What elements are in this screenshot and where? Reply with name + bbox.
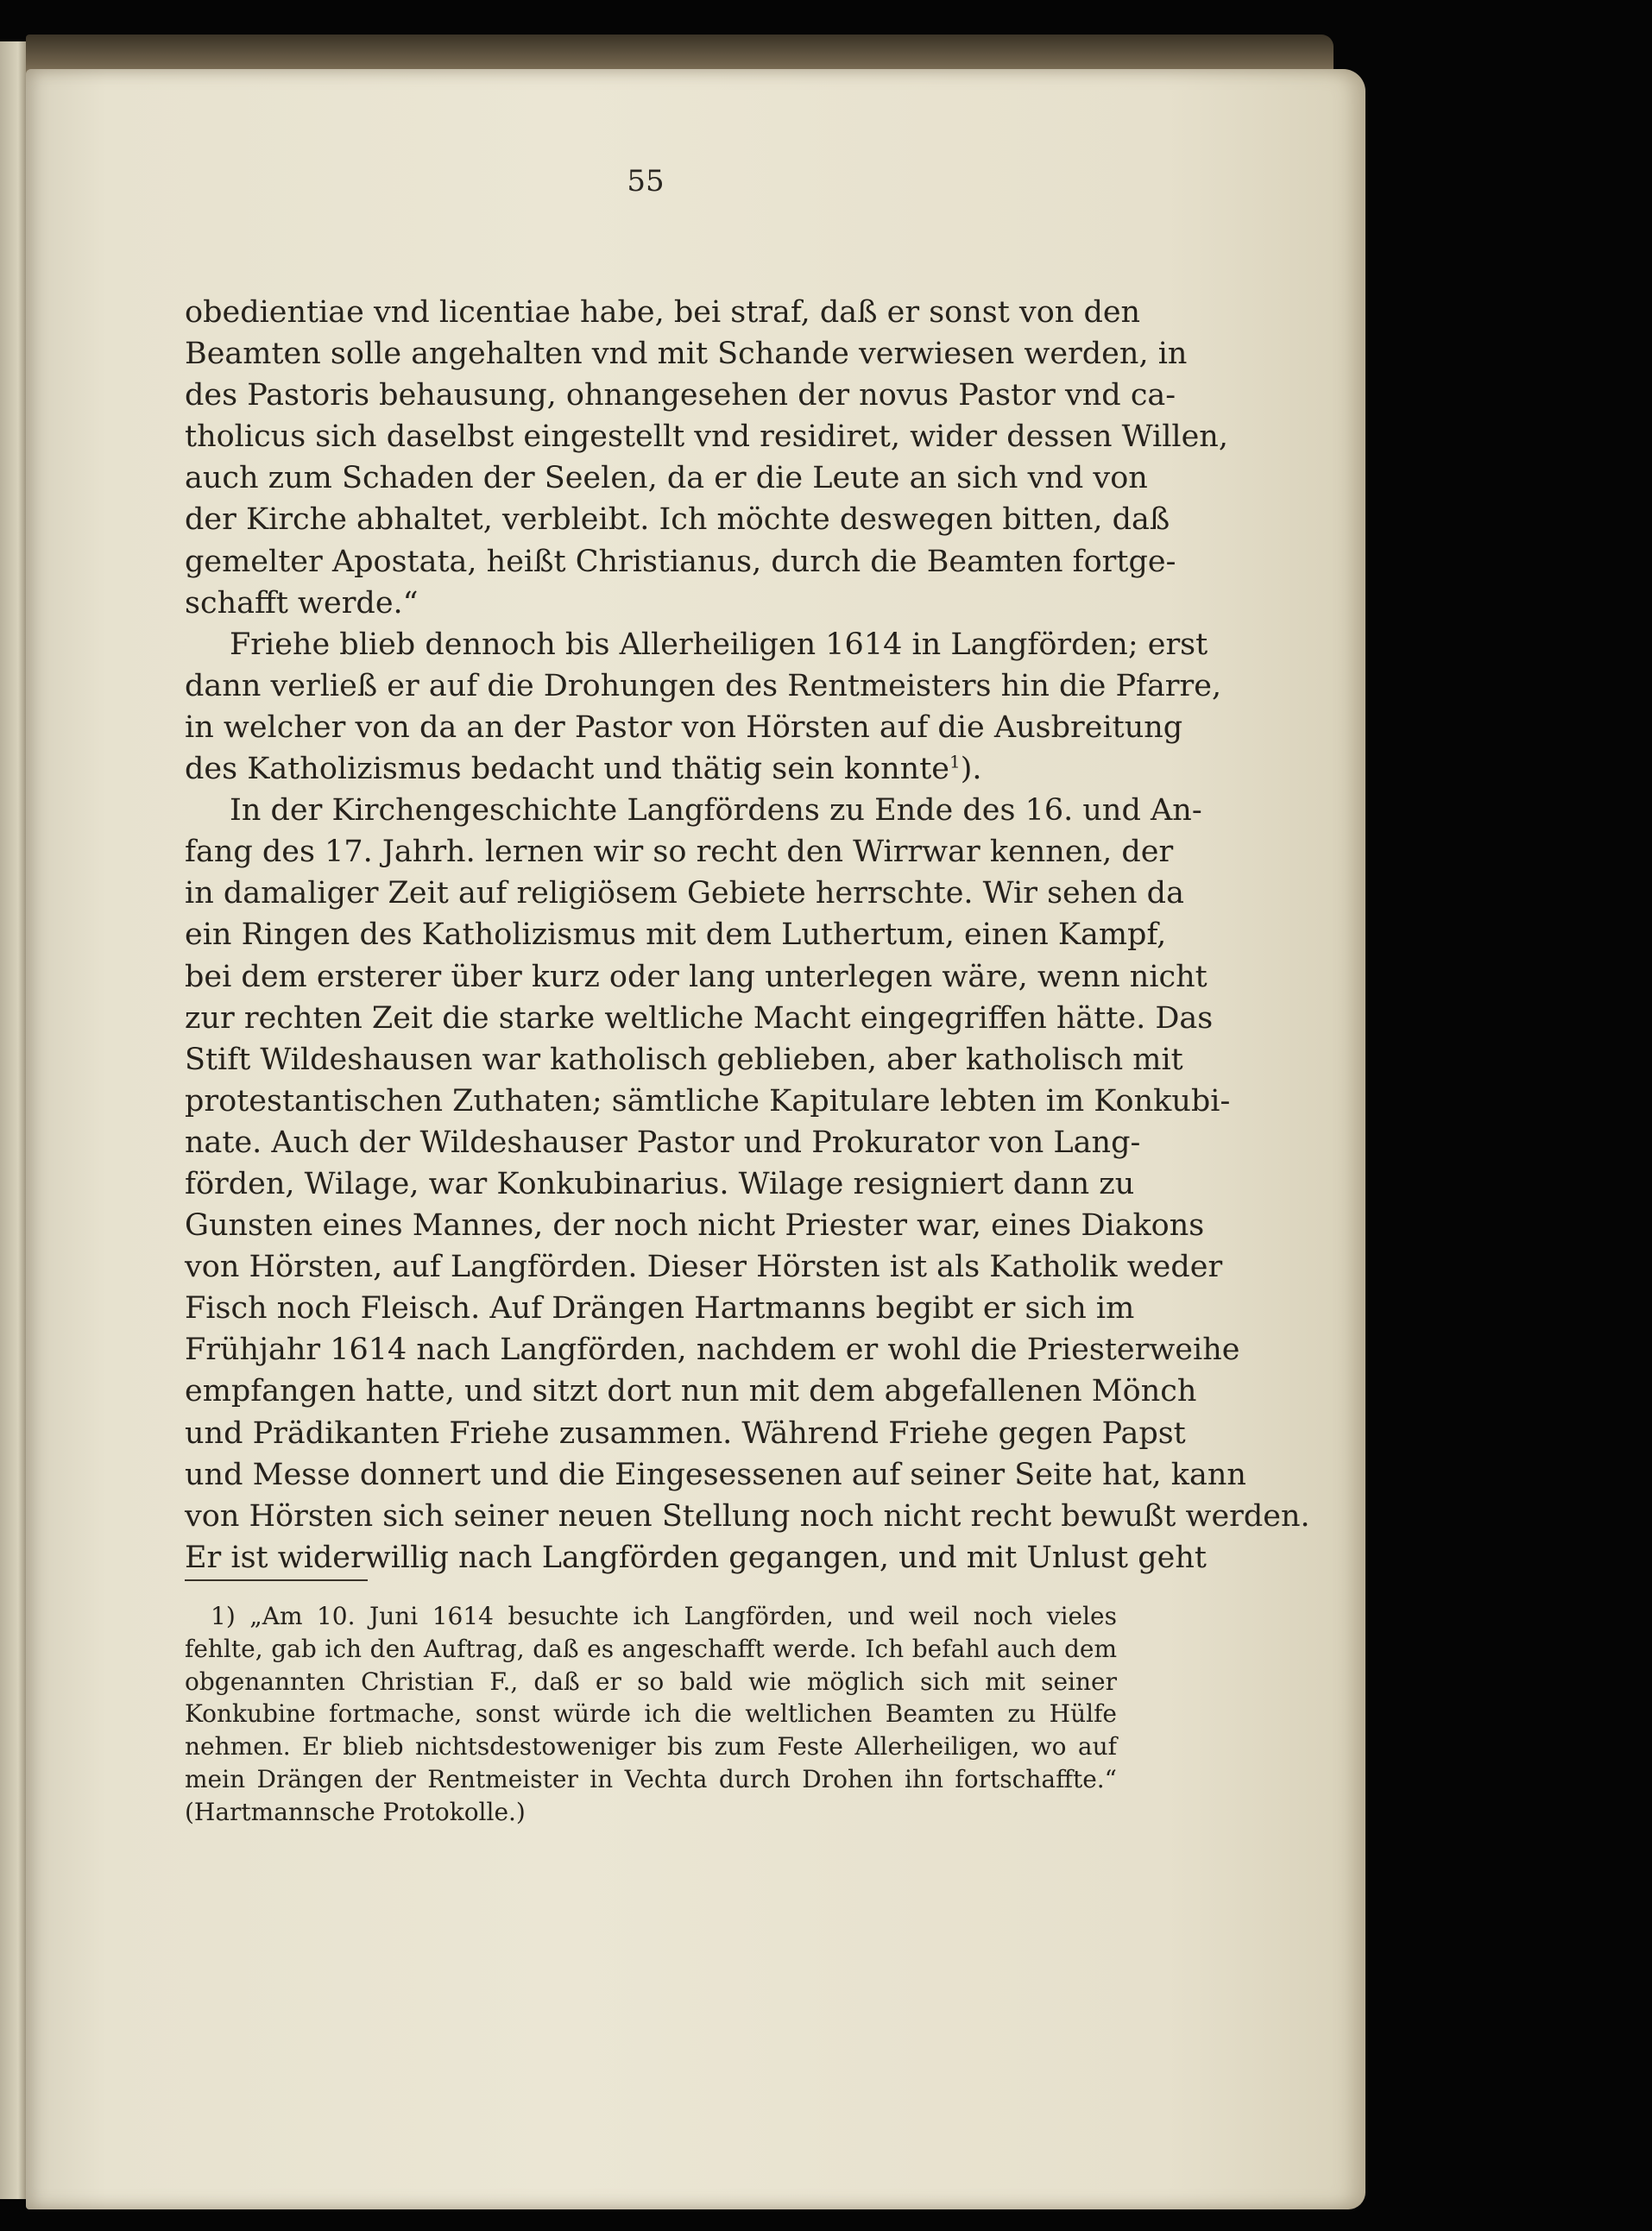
text-line: förden, Wilage, war Konkubinarius. Wilage resigniert dann zu bbox=[185, 1166, 1135, 1201]
text-line: des Pastoris behausung, ohnangesehen der novus Pastor vnd ca- bbox=[185, 378, 1176, 413]
text-line: gemelter Apostata, heißt Christianus, durch die Beamten fortge- bbox=[185, 544, 1176, 579]
text-line: Frühjahr 1614 nach Langförden, nachdem er wohl die Priesterweihe bbox=[185, 1333, 1240, 1368]
footnote-line: fehlte, gab ich den Auftrag, daß es angeschafft werde. Ich befahl auch dem bbox=[185, 1634, 1117, 1663]
body-text bbox=[185, 292, 1310, 1579]
text-line: und Messe donnert und die Eingesessenen auf seiner Seite hat, kann bbox=[185, 1457, 1246, 1492]
footnote-line-segment: „Am 10. Juni 1614 besuchte ich Langförden, und weil noch vieles bbox=[249, 1602, 1117, 1630]
text-line: Fisch noch Fleisch. Auf Drängen Hartmanns begibt er sich im bbox=[185, 1291, 1135, 1327]
text-line: empfangen hatte, und sitzt dort nun mit dem abgefallenen Mönch bbox=[185, 1374, 1197, 1409]
text-line: nate. Auch der Wildeshauser Pastor und Prokurator von Lang- bbox=[185, 1125, 1141, 1160]
text-line-with-footnote-ref bbox=[185, 748, 1117, 790]
footnote-ref-marker: 1 bbox=[949, 751, 961, 772]
text-line: dann verließ er auf die Drohungen des Rentmeisters hin die Pfarre, bbox=[185, 668, 1222, 703]
text-line: von Hörsten sich seiner neuen Stellung noch nicht recht bewußt werden. bbox=[185, 1498, 1310, 1534]
text-line: zur rechten Zeit die starke weltliche Macht eingegriffen hätte. Das bbox=[185, 1000, 1214, 1036]
footnote-line: (Hartmannsche Protokolle.) bbox=[185, 1797, 526, 1826]
text-line: und Prädikanten Friehe zusammen. Während Friehe gegen Papst bbox=[185, 1415, 1186, 1451]
footnote-separator bbox=[185, 1579, 368, 1581]
text-line-segment: des Katholizismus bedacht und thätig sein konnte bbox=[185, 752, 949, 787]
footnote-first-line bbox=[185, 1600, 1117, 1633]
footnote-line: mein Drängen der Rentmeister in Vechta durch Drohen ihn fortschaffte.“ bbox=[185, 1764, 1117, 1793]
text-line: von Hörsten, auf Langförden. Dieser Hörsten ist als Katholik weder bbox=[185, 1250, 1223, 1285]
footnote bbox=[185, 1600, 1117, 1829]
footnote-line: Konkubine fortmache, sonst würde ich die weltlichen Beamten zu Hülfe bbox=[185, 1699, 1117, 1729]
text-line: tholicus sich daselbst eingestellt vnd residiret, wider dessen Willen, bbox=[185, 419, 1228, 455]
text-line: Beamten solle angehalten vnd mit Schande verwiesen werden, in bbox=[185, 337, 1188, 372]
text-line: Stift Wildeshausen war katholisch geblieben, aber katholisch mit bbox=[185, 1042, 1183, 1077]
text-line: ein Ringen des Katholizismus mit dem Luthertum, einen Kampf, bbox=[185, 917, 1167, 953]
text-line: Gunsten eines Mannes, der noch nicht Priester war, eines Diakons bbox=[185, 1208, 1205, 1244]
text-line: obedientiae vnd licentiae habe, bei straf, daß er sonst von den bbox=[185, 295, 1141, 330]
text-line: In der Kirchengeschichte Langfördens zu Ende des 16. und An- bbox=[230, 793, 1202, 829]
text-line: schafft werde.“ bbox=[185, 585, 419, 621]
text-line: in damaliger Zeit auf religiösem Gebiete herrschte. Wir sehen da bbox=[185, 876, 1184, 911]
footnote-line: nehmen. Er blieb nichtsdestoweniger bis zum Feste Allerheiligen, wo auf bbox=[185, 1732, 1117, 1761]
text-line: fang des 17. Jahrh. lernen wir so recht den Wirrwar kennen, der bbox=[185, 835, 1174, 870]
text-line: auch zum Schaden der Seelen, da er die Leute an sich vnd von bbox=[185, 461, 1148, 496]
footnote-label: 1) bbox=[211, 1602, 236, 1630]
text-line: Er ist widerwillig nach Langförden gegangen, und mit Unlust geht bbox=[185, 1540, 1207, 1575]
text-line: in welcher von da an der Pastor von Hörsten auf die Ausbreitung bbox=[185, 709, 1183, 745]
text-line: bei dem ersterer über kurz oder lang unterlegen wäre, wenn nicht bbox=[185, 959, 1207, 994]
text-line: Friehe blieb dennoch bis Allerheiligen 1614 in Langförden; erst bbox=[230, 627, 1208, 662]
text-line: der Kirche abhaltet, verbleibt. Ich möchte deswegen bitten, daß bbox=[185, 502, 1170, 538]
text-line: protestantischen Zuthaten; sämtliche Kapitulare lebten im Konkubi- bbox=[185, 1083, 1231, 1119]
footnote-ref-tail: ). bbox=[960, 752, 982, 787]
page-number: 55 bbox=[627, 164, 665, 199]
facing-page-edge bbox=[0, 41, 26, 2199]
footnote-line: obgenannten Christian F., daß er so bald wie möglich sich mit seiner bbox=[185, 1667, 1117, 1696]
